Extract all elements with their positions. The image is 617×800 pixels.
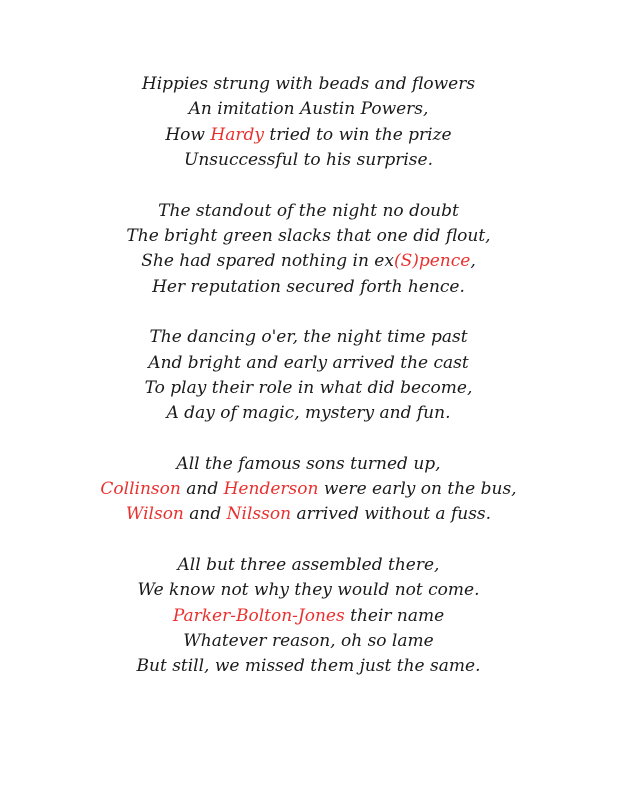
stanza — [0, 325, 617, 427]
line-text: Unsuccessful to his surprise. — [184, 150, 433, 171]
poem-line — [0, 604, 617, 629]
highlighted-name: Henderson — [223, 479, 319, 500]
highlighted-name: (S)pence — [393, 251, 471, 272]
line-text: Her reputation secured forth hence. — [152, 276, 465, 297]
line-text: But still, we missed them just the same. — [136, 656, 481, 677]
poem-line — [0, 224, 617, 249]
poem-line — [0, 629, 617, 654]
poem-line — [0, 654, 617, 679]
stanza — [0, 72, 617, 174]
stanza — [0, 553, 617, 680]
highlighted-name: Parker-Bolton-Jones — [172, 605, 345, 626]
line-text: All the famous sons turned up, — [176, 453, 441, 474]
poem-line — [0, 376, 617, 401]
poem-line — [0, 351, 617, 376]
stanza — [0, 199, 617, 301]
line-text: The standout of the night no doubt — [158, 200, 459, 221]
line-text: tried to win the prize — [263, 124, 452, 145]
poem-line — [0, 275, 617, 300]
line-text: Hippies strung with beads and flowers — [141, 74, 476, 94]
line-text: A day of magic, mystery and fun. — [166, 403, 451, 424]
poem — [0, 72, 617, 705]
poem-line — [0, 249, 617, 274]
highlighted-name: Hardy — [210, 124, 264, 145]
line-text: , — [470, 251, 476, 272]
poem-line — [0, 123, 617, 148]
poem-line — [0, 325, 617, 350]
poem-line — [0, 148, 617, 173]
line-text: To play their role in what did become, — [144, 377, 473, 398]
line-text: And bright and early arrived the cast — [148, 352, 469, 373]
highlighted-name: Wilson — [125, 504, 184, 525]
line-text: The dancing o'er, the night time past — [149, 327, 468, 348]
line-text: We know not why they would not come. — [137, 580, 480, 601]
line-text: were early on the bus, — [318, 479, 517, 500]
poem-line — [0, 502, 617, 527]
poem-line — [0, 401, 617, 426]
line-text: Whatever reason, oh so lame — [183, 631, 434, 652]
poem-line — [0, 452, 617, 477]
line-text: The bright green slacks that one did flout, — [126, 225, 491, 246]
line-text: She had spared nothing in ex — [141, 251, 394, 272]
poem-line — [0, 97, 617, 122]
poem-line — [0, 553, 617, 578]
poem-line — [0, 72, 617, 97]
line-text: their name — [344, 605, 445, 626]
line-text: and — [183, 504, 227, 525]
poem-line — [0, 199, 617, 224]
stanza — [0, 452, 617, 528]
poem-line — [0, 578, 617, 603]
line-text: arrived without a fuss. — [291, 504, 492, 525]
line-text: All but three assembled there, — [177, 554, 440, 575]
line-text: How — [165, 124, 211, 145]
highlighted-name: Collinson — [100, 479, 181, 500]
line-text: and — [180, 479, 224, 500]
highlighted-name: Nilsson — [226, 504, 292, 525]
line-text: An imitation Austin Powers, — [188, 99, 429, 120]
poem-line — [0, 477, 617, 502]
